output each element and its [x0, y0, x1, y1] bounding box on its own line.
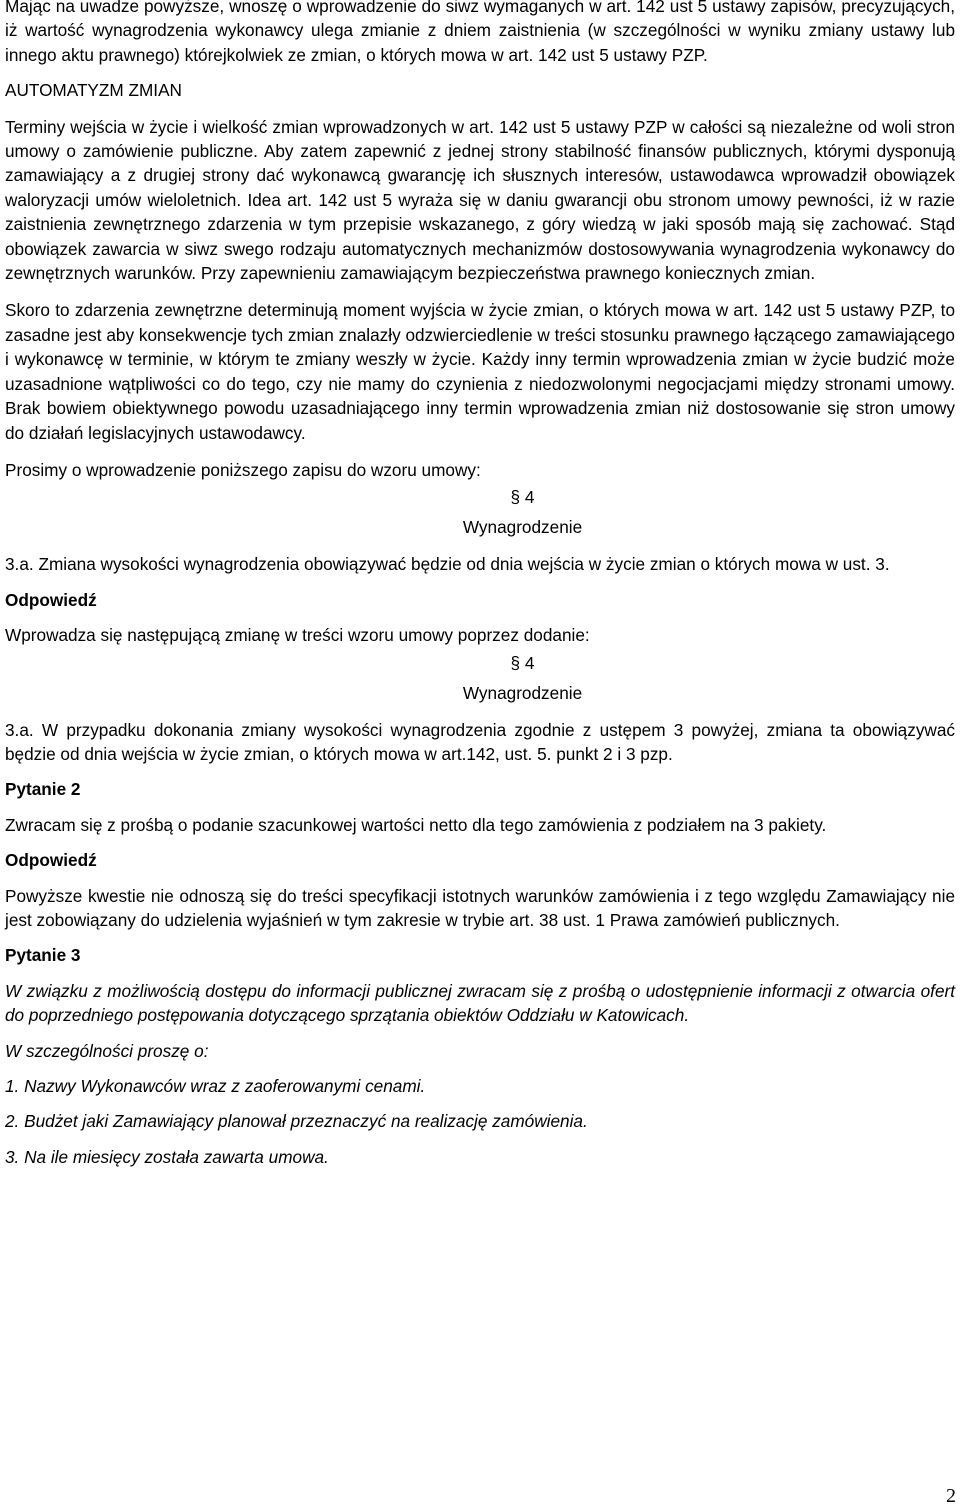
skoro-paragraph: Skoro to zdarzenia zewnętrzne determinują moment wyjścia w życie zmian, o których mowa w art. 142 ust 5 ustawy PZP, to zasadne jest aby konsekwencje tych zmian znalazły odzwierciedlenie w treści stosunku prawnego łączącego zamawiającego i wykonawcę w terminie, w którym te zmiany weszły w życie. Każdy inny termin wprowadzenia zmian w życie budzić może uzasadnione wątpliwości co do tego, czy nie mamy do czynienia z niedozwolonymi negocjacjami między stronami umowy. Brak bowiem obiektywnego powodu uzasadniającego inny termin wprowadzenia zmian niż dostosowanie się stron umowy do działań legislacyjnych ustawodawcy.: [5, 300, 955, 443]
proposed-clause-header: [5, 482, 955, 542]
question-3-item: 1. Nazwy Wykonawców wraz z zaoferowanymi cenami.: [5, 1076, 426, 1096]
page-number: 2: [946, 1485, 956, 1507]
answer-2-heading: Odpowiedź: [5, 850, 97, 871]
prosimy-paragraph: Prosimy o wprowadzenie poniższego zapisu do wzoru umowy:: [5, 459, 481, 480]
intro-paragraph: Mając na uwadze powyższe, wnoszę o wprowadzenie do siwz wymaganych w art. 142 ust 5 ustawy zapisów, precyzujących, iż wartość wynagrodzenia wykonawcy ulega zmianie z dniem zaistnienia (w szczególności w wyniku zmiany ustawy lub innego aktu prawnego) którejkolwiek ze zmian, o których mowa w art. 142 ust 5 ustawy PZP.: [5, 0, 955, 65]
clause-title: Wynagrodzenie: [462, 517, 583, 538]
question-3-item: 3. Na ile miesięcy została zawarta umowa.: [5, 1146, 329, 1167]
question-3-heading: Pytanie 3: [5, 945, 81, 966]
clause-paragraph-number: § 4: [510, 652, 535, 673]
question-3-intro: W szczególności proszę o:: [5, 1040, 209, 1061]
clause-title: Wynagrodzenie: [462, 682, 583, 703]
added-clause-header: [5, 648, 955, 708]
question-2-text: Zwracam się z prośbą o podanie szacunkowej wartości netto dla tego zamówienia z podziałem na 3 pakiety.: [5, 814, 827, 835]
clause-paragraph-number: § 4: [510, 487, 535, 508]
terminy-paragraph: Terminy wejścia w życie i wielkość zmian wprowadzonych w art. 142 ust 5 ustawy PZP w całości są niezależne od woli stron umowy o zamówienie publiczne. Aby zatem zapewnić z jednej strony stabilność finansów publicznych, którymi dysponują zamawiający a z drugiej strony dać wykonawcą gwarancję ich słusznych interesów, ustawodawca wprowadził obowiązek waloryzacji umów wieloletnich. Idea art. 142 ust 5 wyraża się w daniu gwarancji obu stronom umowy pewności, iż w razie zaistnienia zewnętrznego zdarzenia w tym przepisie wskazanego, z góry wiedzą w jaki sposób mają się zachować. Stąd obowiązek zawarcia w siwz swego rodzaju automatycznych mechanizmów dostosowywania wynagrodzenia wykonawcy do zewnętrznych warunków. Przy zapewnieniu zamawiającym bezpieczeństwa prawnego koniecznych zmian.: [5, 116, 955, 284]
added-clause-text: 3.a. W przypadku dokonania zmiany wysokości wynagrodzenia zgodnie z ustępem 3 powyżej, zmiana ta obowiązywać będzie od dnia wejścia w życie zmian, o których mowa w art.142, ust. 5. punkt 2 i 3 pzp.: [5, 719, 955, 764]
question-2-heading: Pytanie 2: [5, 779, 81, 800]
answer-2-text: Powyższe kwestie nie odnoszą się do treści specyfikacji istotnych warunków zamówienia i z tego względu Zamawiający nie jest zobowiązany do udzielenia wyjaśnień w tym zakresie w trybie art. 38 ust. 1 Prawa zamówień publicznych.: [5, 885, 955, 930]
question-3-text: W związku z możliwością dostępu do informacji publicznej zwracam się z prośbą o udostępnienie informacji z otwarcia ofert do poprzedniego postępowania dotyczącego sprzątania obiektów Oddziału w Katowicach.: [5, 980, 955, 1026]
question-3-item: 2. Budżet jaki Zamawiający planował przeznaczyć na realizację zamówienia.: [5, 1111, 588, 1132]
answer-heading: Odpowiedź: [5, 589, 97, 610]
document-page: [5, 0, 955, 1180]
answer-text: Wprowadza się następującą zmianę w treści wzoru umowy poprzez dodanie:: [5, 625, 590, 646]
proposed-clause-text: 3.a. Zmiana wysokości wynagrodzenia obowiązywać będzie od dnia wejścia w życie zmian o których mowa w ust. 3.: [5, 554, 890, 575]
section-heading-automatyzm: AUTOMATYZM ZMIAN: [5, 80, 182, 101]
